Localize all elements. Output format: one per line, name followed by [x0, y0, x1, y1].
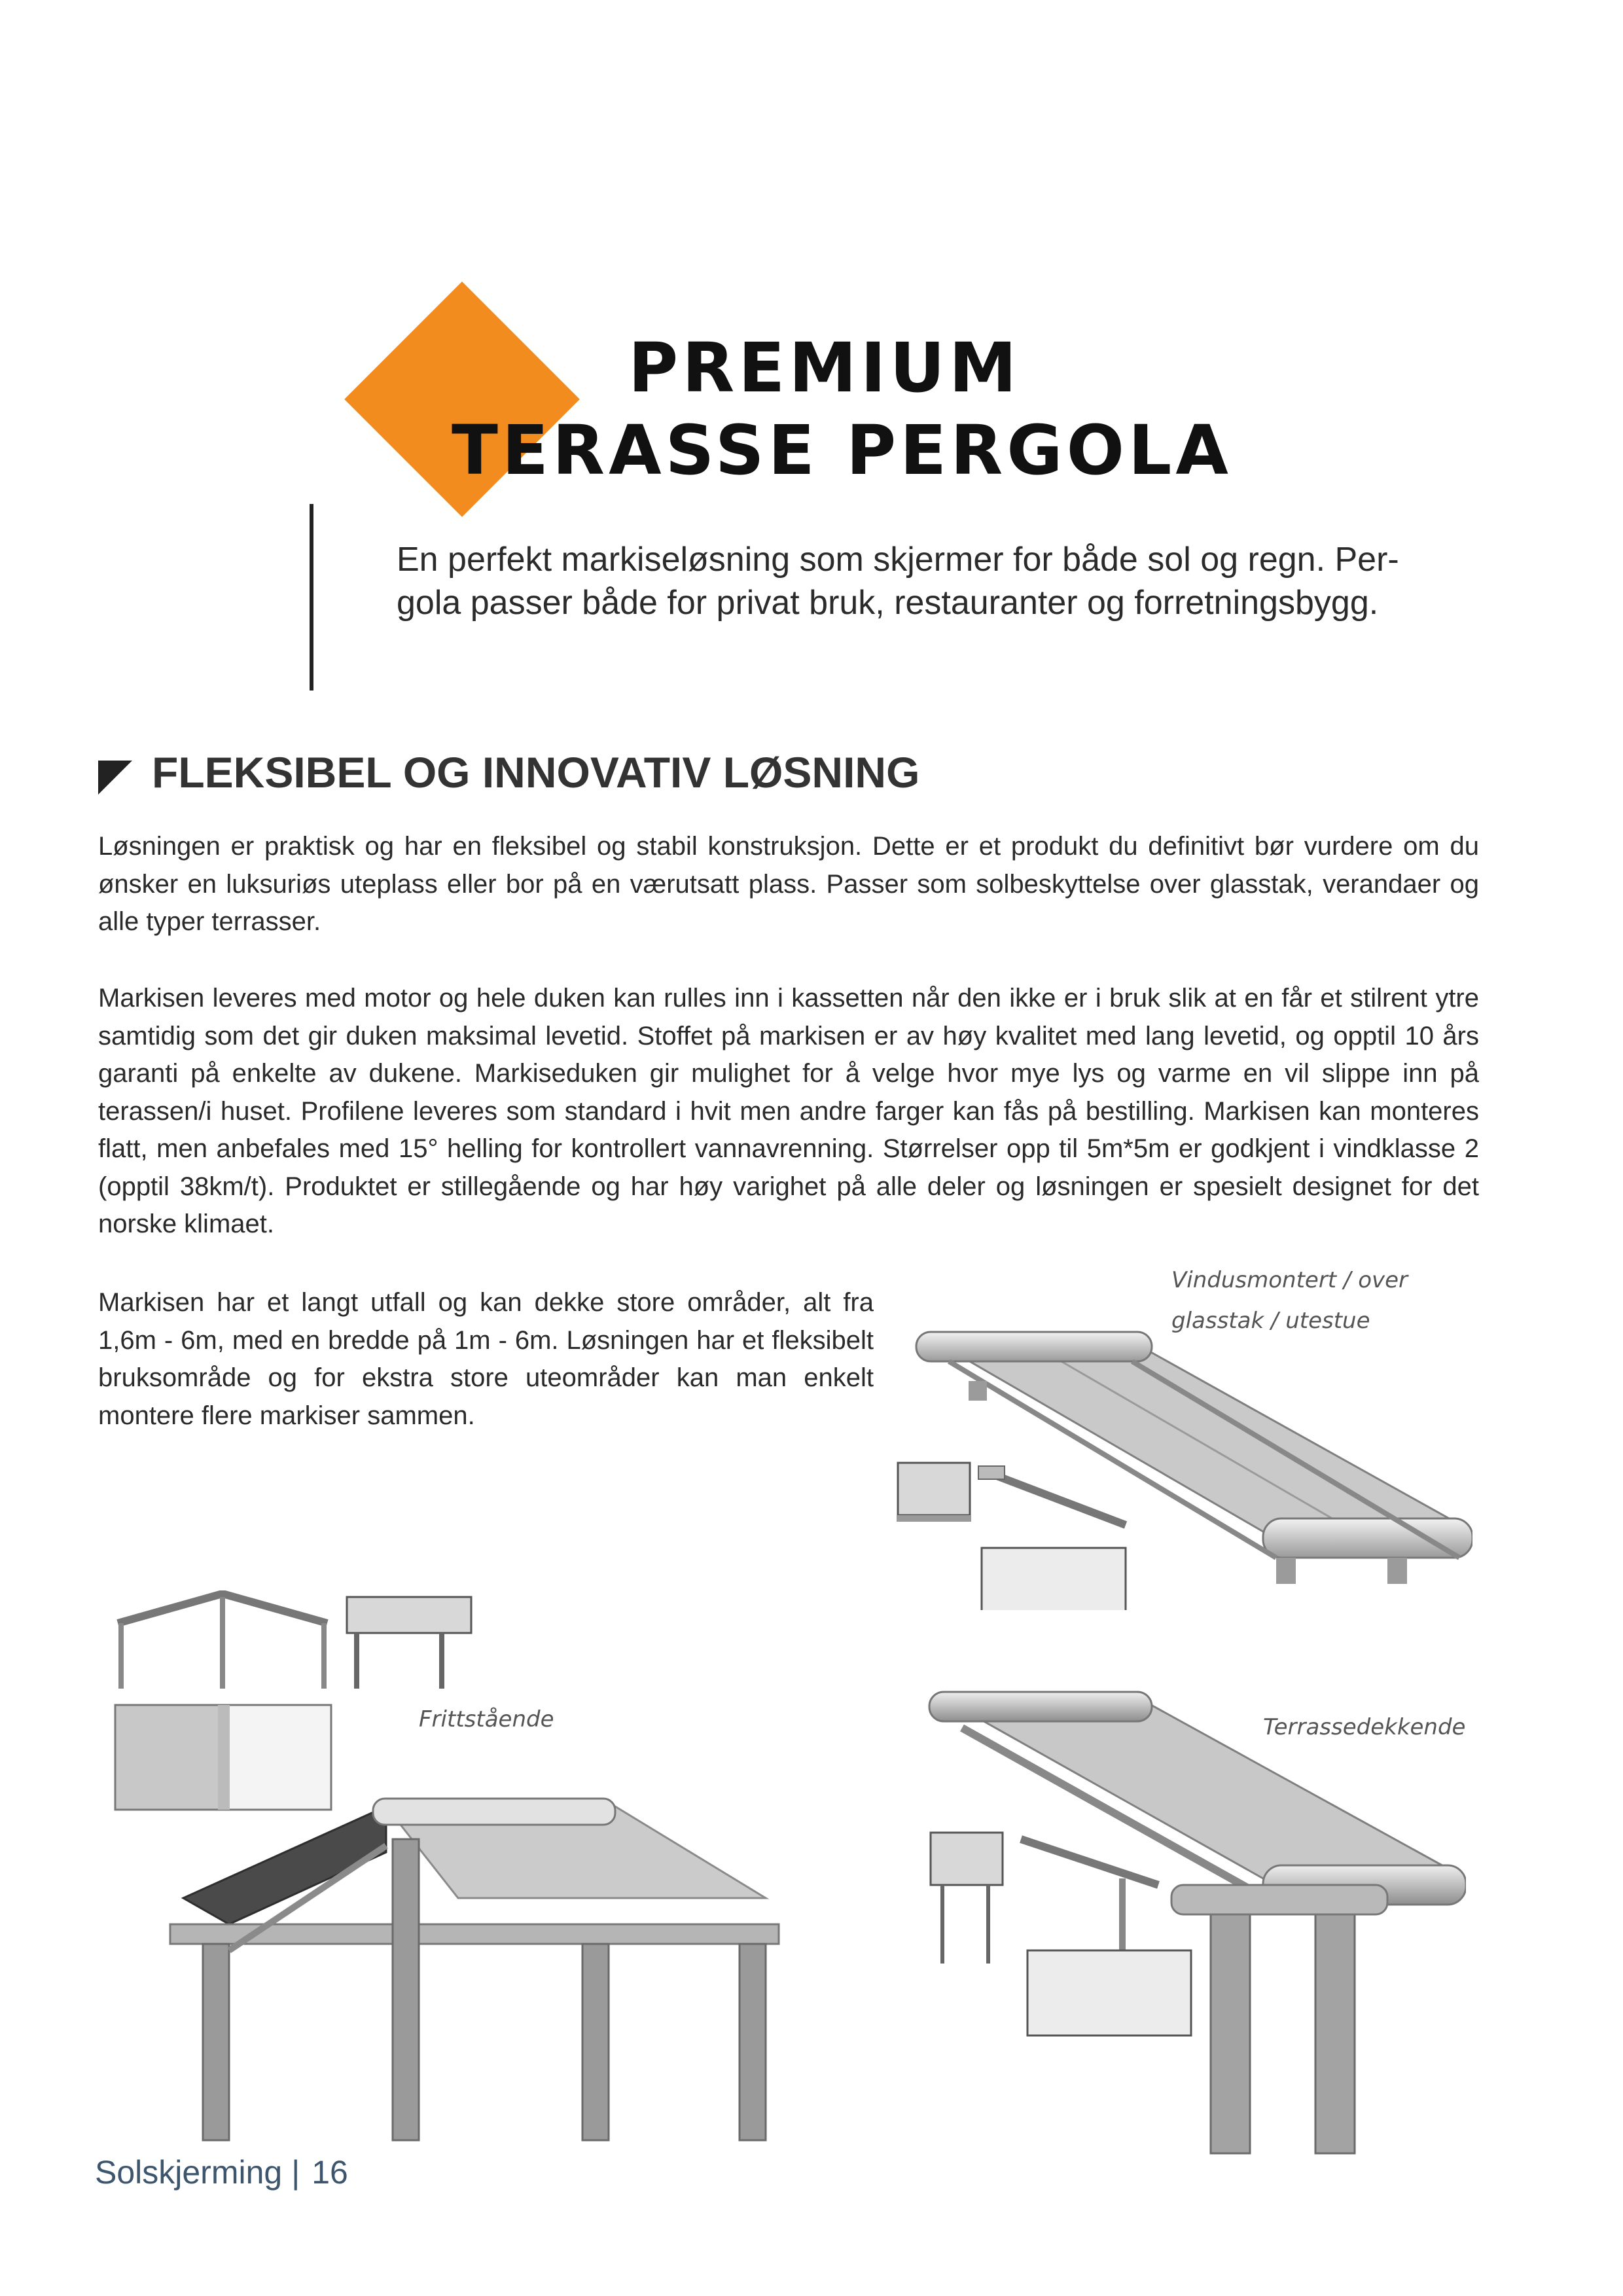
caption-terrace: Terrassedekkende — [1263, 1714, 1466, 1740]
terrace-covering-illustration — [923, 1689, 1466, 2160]
triangle-marker-icon — [98, 761, 132, 795]
page-footer — [95, 2153, 348, 2191]
intro-text — [397, 538, 1483, 624]
page-title-line2: TERASSE PERGOLA — [452, 410, 1232, 490]
caption-window-line2: glasstak / utestue — [1171, 1308, 1370, 1334]
page-title-line1: PREMIUM — [628, 328, 1021, 408]
intro-divider — [310, 504, 313, 691]
window-mounted-awning-illustration — [897, 1322, 1472, 1610]
freestanding-side-views — [111, 1590, 478, 1813]
footer-section: Solskjerming — [95, 2154, 283, 2191]
caption-window-line1: Vindusmontert / over — [1171, 1267, 1408, 1293]
caption-freestanding: Frittstående — [419, 1706, 554, 1732]
body-paragraph-3: Markisen har et langt utfall og kan dekke store områder, alt fra 1,6m - 6m, med en bredde på 1m - 6m. Løsningen har et fleksibelt bruksområde og for ekstra store uteområder kan man enkelt montere flere markiser sammen. — [98, 1288, 874, 1430]
body-paragraph-2: Markisen leveres med motor og hele duken kan rulles inn i kassetten når den ikke er i bruk slik at en får et stilrent ytre samtidig som det gir duken maksimal levetid. Stoffet på markisen er av høy kvalitet med lang levetid, og opptil 10 års garanti på enkelte av dukene. Markiseduken gir mulighet for å velge hvor mye lys og varme en vil slippe inn på terassen/i huset. Profilene leveres som standard i hvit men andre farger kan fås på bestilling. Markisen kan monteres flatt, men anbefales med 15° helling for kontrollert vannavrenning. Størrelser opp til 5m*5m er godkjent i vindklasse 2 (opptil 38km/t). Produktet er stillegående og har høy varighet på alle deler og løsningen er spesielt designet for det norske klimaet. — [98, 984, 1479, 1238]
freestanding-pergola-illustration — [164, 1793, 785, 2147]
body-paragraph-1: Løsningen er praktisk og har en fleksibel og stabil konstruksjon. Dette er et produkt du definitivt bør vurdere om du ønsker en luksuriøs uteplass eller bor på en værutsatt plass. Passer som solbeskyttelse over glasstak, verandaer og alle typer terrasser. — [98, 832, 1479, 936]
intro-line1: En perfekt markiseløsning som skjermer for både sol og regn. Per- — [397, 541, 1399, 579]
section-title: FLEKSIBEL OG INNOVATIV LØSNING — [152, 748, 920, 797]
footer-separator: | — [291, 2154, 300, 2191]
page-number: 16 — [312, 2154, 348, 2191]
intro-line2: gola passer både for privat bruk, restauranter og forretningsbygg. — [397, 584, 1379, 622]
